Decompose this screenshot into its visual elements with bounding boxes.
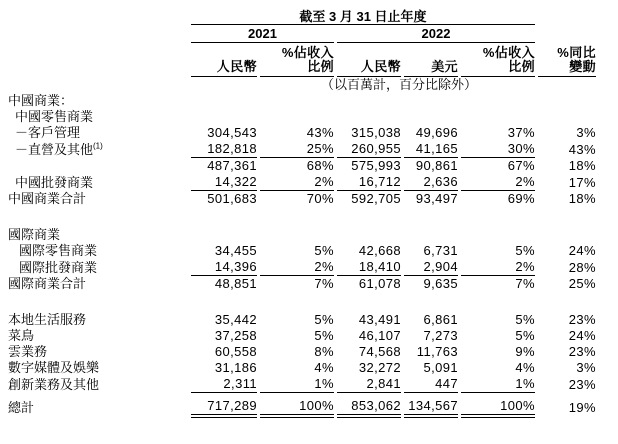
table-row — [4, 109, 596, 125]
value-cell-pct-2021: 7% — [314, 276, 334, 291]
value-cell-rmb-2021: 182,818 — [191, 141, 257, 158]
row-label — [4, 328, 188, 344]
value-cell-usd-2022 — [404, 93, 458, 109]
empty-cell — [4, 43, 188, 77]
value-cell-yoy-change — [538, 227, 596, 243]
value-cell-rmb-2021 — [191, 93, 257, 109]
col-header-pct-revenue-2021 — [260, 43, 334, 77]
value-cell-pct-2021: 5% — [314, 312, 334, 327]
row-label-text: －客戶管理 — [15, 125, 81, 140]
col-header-usd-2022: 美元 — [404, 43, 458, 77]
value-cell-usd-2022: 2,904 — [404, 259, 458, 276]
value-cell-yoy-change: 18% — [568, 191, 596, 206]
value-cell-pct-2022: 30% — [461, 141, 535, 158]
value-cell-usd-2022: 9,635 — [423, 276, 458, 291]
table-row — [4, 312, 596, 328]
row-label-text: 中國零售商業 — [15, 109, 94, 124]
period-header: 截至 3 月 31 日止年度 — [191, 2, 535, 25]
row-label — [4, 158, 188, 174]
col-header-pct-revenue-2022 — [461, 43, 535, 77]
value-cell-usd-2022: 134,567 — [404, 398, 458, 418]
row-label-text: 本地生活服務 — [8, 312, 87, 327]
value-cell-pct-2021: 1% — [260, 376, 334, 393]
row-label-text: 菜鳥 — [8, 328, 35, 343]
empty-cell — [538, 25, 596, 43]
value-cell-pct-2021 — [260, 227, 334, 243]
value-cell-pct-2021 — [260, 93, 334, 109]
table-body — [4, 93, 596, 418]
value-cell-pct-2021: 5% — [314, 243, 334, 258]
empty-cell — [4, 25, 188, 43]
row-label — [4, 243, 188, 259]
value-cell-rmb-2022: 43,491 — [358, 312, 401, 327]
units-note: （以百萬計，百分比除外） — [320, 77, 477, 92]
value-cell-rmb-2021: 501,683 — [207, 191, 257, 206]
spacer-row — [4, 207, 596, 227]
value-cell-rmb-2022: 592,705 — [351, 191, 401, 206]
table-row — [4, 360, 596, 376]
table-row — [4, 259, 596, 276]
col-header-line1: %佔收入 — [482, 45, 535, 60]
spacer-cell — [4, 292, 596, 312]
value-cell-rmb-2021: 14,396 — [191, 259, 257, 276]
period-header-row — [4, 2, 596, 25]
value-cell-rmb-2021: 60,558 — [214, 344, 257, 359]
empty-cell — [4, 77, 188, 93]
row-label-text: 雲業務 — [8, 344, 48, 359]
value-cell-pct-2021: 8% — [314, 344, 334, 359]
table-row — [4, 141, 596, 158]
table-row — [4, 125, 596, 141]
row-label — [4, 125, 188, 141]
value-cell-pct-2022: 67% — [507, 158, 535, 173]
value-cell-pct-2021 — [260, 109, 334, 125]
value-cell-rmb-2021 — [191, 227, 257, 243]
row-label-text: 國際零售商業 — [19, 243, 98, 258]
table-row — [4, 191, 596, 207]
table-row — [4, 227, 596, 243]
table-row — [4, 376, 596, 393]
value-cell-usd-2022: 2,636 — [404, 174, 458, 191]
value-cell-pct-2021: 25% — [260, 141, 334, 158]
value-cell-rmb-2022: 46,107 — [358, 328, 401, 343]
table-row — [4, 158, 596, 174]
col-header-yoy-change — [538, 43, 596, 77]
value-cell-pct-2022: 1% — [461, 376, 535, 393]
year-2022-header: 2022 — [337, 25, 535, 43]
row-label — [4, 191, 188, 207]
value-cell-pct-2021: 68% — [306, 158, 334, 173]
row-label — [4, 276, 188, 292]
value-cell-usd-2022: 11,763 — [416, 344, 458, 359]
value-cell-pct-2022 — [461, 93, 535, 109]
value-cell-rmb-2022: 315,038 — [351, 125, 401, 140]
value-cell-pct-2022 — [461, 109, 535, 125]
row-label — [4, 259, 188, 276]
table-row — [4, 344, 596, 360]
empty-cell — [538, 77, 596, 93]
value-cell-yoy-change: 28% — [568, 259, 596, 275]
value-cell-pct-2022: 5% — [515, 328, 535, 343]
value-cell-usd-2022: 41,165 — [404, 141, 458, 158]
value-cell-pct-2022: 5% — [515, 312, 535, 327]
table-row — [4, 174, 596, 191]
value-cell-rmb-2022 — [337, 109, 401, 125]
value-cell-usd-2022: 6,861 — [423, 312, 458, 327]
row-label-text: 總計 — [8, 400, 35, 415]
row-label-text: 國際批發商業 — [19, 259, 98, 275]
row-label-text: 中國商業： — [8, 93, 74, 108]
value-cell-usd-2022: 7,273 — [423, 328, 458, 343]
value-cell-pct-2022: 9% — [515, 344, 535, 359]
year-2021-header: 2021 — [191, 25, 334, 43]
col-header-line2: 變動 — [569, 59, 596, 74]
value-cell-yoy-change: 17% — [568, 174, 596, 190]
value-cell-usd-2022: 90,861 — [415, 158, 458, 173]
year-header-row — [4, 25, 596, 43]
value-cell-rmb-2021: 37,258 — [214, 328, 257, 343]
value-cell-rmb-2022: 61,078 — [358, 276, 401, 291]
table-row — [4, 398, 596, 418]
value-cell-yoy-change: 23% — [568, 344, 596, 359]
row-label-text: 國際商業合計 — [8, 276, 87, 291]
value-cell-pct-2021: 70% — [306, 191, 334, 206]
value-cell-rmb-2022 — [337, 227, 401, 243]
value-cell-rmb-2022: 74,568 — [358, 344, 401, 359]
value-cell-usd-2022: 49,696 — [415, 125, 458, 140]
value-cell-pct-2022: 4% — [515, 360, 535, 375]
row-label — [4, 398, 188, 418]
value-cell-pct-2021: 43% — [306, 125, 334, 140]
value-cell-usd-2022 — [404, 227, 458, 243]
value-cell-usd-2022: 447 — [404, 376, 458, 393]
value-cell-rmb-2021: 31,186 — [214, 360, 257, 375]
col-header-line2: 比例 — [307, 59, 334, 74]
value-cell-usd-2022: 93,497 — [415, 191, 458, 206]
row-label-text: 創新業務及其他 — [8, 376, 100, 392]
value-cell-pct-2022: 7% — [515, 276, 535, 291]
value-cell-rmb-2022: 32,272 — [358, 360, 401, 375]
table-header — [4, 2, 596, 93]
value-cell-pct-2022: 2% — [461, 174, 535, 191]
segment-revenue-table — [1, 2, 599, 418]
value-cell-rmb-2021: 14,322 — [191, 174, 257, 191]
value-cell-pct-2021: 2% — [260, 259, 334, 276]
value-cell-rmb-2021 — [191, 109, 257, 125]
value-cell-yoy-change: 24% — [568, 328, 596, 343]
value-cell-pct-2022: 5% — [515, 243, 535, 258]
value-cell-rmb-2021: 304,543 — [207, 125, 257, 140]
value-cell-rmb-2021: 48,851 — [214, 276, 257, 291]
row-label — [4, 344, 188, 360]
table-row — [4, 93, 596, 109]
value-cell-rmb-2022: 2,841 — [337, 376, 401, 393]
value-cell-rmb-2021: 717,289 — [191, 398, 257, 418]
col-header-line2: 比例 — [508, 59, 535, 74]
empty-cell — [4, 2, 188, 25]
table-row — [4, 276, 596, 292]
units-note-row — [4, 77, 596, 93]
value-cell-rmb-2022: 575,993 — [351, 158, 401, 173]
row-label-text: 中國批發商業 — [15, 174, 94, 190]
row-label — [4, 109, 188, 125]
value-cell-yoy-change — [538, 93, 596, 109]
row-label — [4, 174, 188, 191]
row-label-text: 國際商業 — [8, 227, 61, 242]
value-cell-pct-2021: 100% — [260, 398, 334, 418]
value-cell-usd-2022: 5,091 — [423, 360, 458, 375]
value-cell-yoy-change: 19% — [568, 400, 596, 415]
row-label-text: 數字媒體及娛樂 — [8, 360, 100, 375]
col-header-rmb-2022: 人民幣 — [337, 43, 401, 77]
row-label — [4, 93, 188, 109]
row-label — [4, 360, 188, 376]
value-cell-rmb-2022: 42,668 — [358, 243, 401, 258]
value-cell-pct-2022: 100% — [461, 398, 535, 418]
value-cell-rmb-2022: 16,712 — [337, 174, 401, 191]
value-cell-yoy-change: 24% — [568, 243, 596, 258]
footnote-ref: (1) — [93, 141, 103, 151]
value-cell-rmb-2021: 35,442 — [214, 312, 257, 327]
value-cell-pct-2022: 2% — [461, 259, 535, 276]
value-cell-yoy-change — [538, 109, 596, 125]
value-cell-yoy-change: 23% — [568, 376, 596, 392]
value-cell-pct-2021: 5% — [314, 328, 334, 343]
value-cell-rmb-2022 — [337, 93, 401, 109]
value-cell-rmb-2021: 2,311 — [191, 376, 257, 393]
value-cell-usd-2022: 6,731 — [423, 243, 458, 258]
value-cell-rmb-2022: 853,062 — [337, 398, 401, 418]
empty-cell — [538, 2, 596, 25]
value-cell-rmb-2021: 34,455 — [214, 243, 257, 258]
value-cell-yoy-change: 3% — [576, 360, 596, 375]
spacer-row — [4, 292, 596, 312]
value-cell-yoy-change: 43% — [568, 141, 596, 157]
value-cell-yoy-change: 3% — [576, 125, 596, 140]
value-cell-yoy-change: 18% — [568, 158, 596, 173]
value-cell-rmb-2022: 18,410 — [337, 259, 401, 276]
spacer-cell — [4, 207, 596, 227]
row-label-text: 中國商業合計 — [8, 191, 87, 206]
value-cell-rmb-2021: 487,361 — [207, 158, 257, 173]
value-cell-pct-2022: 69% — [507, 191, 535, 206]
value-cell-pct-2021: 4% — [314, 360, 334, 375]
value-cell-rmb-2022: 260,955 — [337, 141, 401, 158]
row-label-text: －直營及其他 — [15, 141, 94, 157]
value-cell-pct-2021: 2% — [260, 174, 334, 191]
value-cell-yoy-change: 23% — [568, 312, 596, 327]
value-cell-usd-2022 — [404, 109, 458, 125]
column-header-row — [4, 43, 596, 77]
col-header-line1: %同比 — [557, 45, 596, 60]
col-header-rmb-2021: 人民幣 — [191, 43, 257, 77]
value-cell-yoy-change: 25% — [568, 276, 596, 291]
row-label — [4, 227, 188, 243]
row-label — [4, 312, 188, 328]
value-cell-pct-2022: 37% — [507, 125, 535, 140]
value-cell-pct-2022 — [461, 227, 535, 243]
table-row — [4, 243, 596, 259]
table-row — [4, 328, 596, 344]
row-label — [4, 376, 188, 393]
row-label — [4, 141, 188, 158]
col-header-line1: %佔收入 — [281, 45, 334, 60]
